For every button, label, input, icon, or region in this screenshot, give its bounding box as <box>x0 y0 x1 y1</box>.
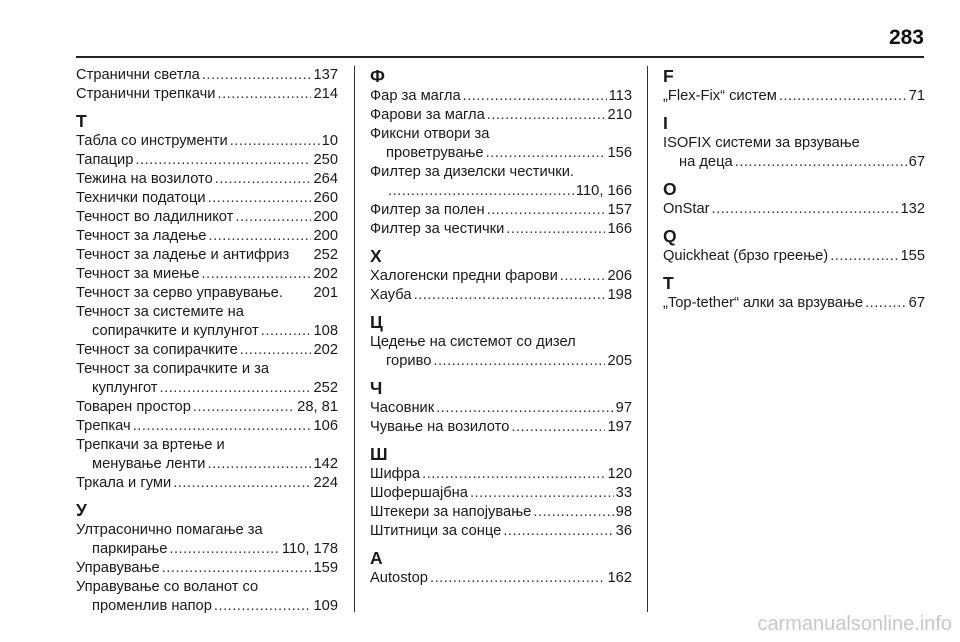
entry-page: 10 <box>321 133 338 149</box>
index-entry <box>76 559 338 578</box>
entry-page: 205 <box>607 353 632 369</box>
entry-page: 200 <box>313 228 338 244</box>
index-section <box>370 378 632 437</box>
index-entry <box>370 201 632 220</box>
entry-page: 28, 81 <box>297 399 338 415</box>
index-entry <box>370 465 632 484</box>
index-entry <box>76 170 338 189</box>
leader-dots <box>208 227 311 246</box>
entry-page: 132 <box>900 201 925 217</box>
index-entry <box>663 294 925 313</box>
leader-dots <box>388 182 574 201</box>
entry-text: „Flex-Fix“ систем <box>663 88 777 104</box>
index-section <box>663 273 925 313</box>
leader-dots <box>487 201 606 220</box>
leader-dots <box>235 208 311 227</box>
entry-page: 120 <box>607 466 632 482</box>
index-entry <box>370 484 632 503</box>
entry-page: 36 <box>615 523 632 539</box>
entry-text: Штекери за напојување <box>370 504 532 520</box>
section-letter: Q <box>663 226 677 246</box>
entry-text-continued: куплунгот <box>92 380 158 396</box>
index-column-3 <box>663 66 925 313</box>
leader-dots <box>214 597 312 616</box>
entry-page: 67 <box>908 295 925 311</box>
index-entry <box>76 322 338 341</box>
entry-page: 202 <box>313 342 338 358</box>
entry-text: Фиксни отвори за <box>370 126 490 142</box>
leader-dots <box>218 85 312 104</box>
leader-dots <box>240 341 312 360</box>
entry-text: Тежина на возилото <box>76 171 213 187</box>
entry-text: Течност за серво управување. <box>76 285 283 301</box>
entry-page: 156 <box>607 145 632 161</box>
entry-text: Технички податоци <box>76 190 206 206</box>
entry-page: 110, 166 <box>575 183 632 199</box>
index-section <box>76 500 338 616</box>
entry-text: Табла со инструменти <box>76 133 228 149</box>
entry-page: 67 <box>908 154 925 170</box>
leader-dots <box>135 151 311 170</box>
entry-text: Течност за системите на <box>76 304 244 320</box>
entry-page: 106 <box>313 418 338 434</box>
index-section <box>76 66 338 104</box>
entry-text: Фар за магла <box>370 88 461 104</box>
index-entry <box>370 267 632 286</box>
leader-dots <box>511 418 605 437</box>
index-entry <box>76 417 338 436</box>
leader-dots <box>162 559 312 578</box>
index-entry <box>370 522 632 541</box>
entry-text: Хауба <box>370 287 412 303</box>
leader-dots <box>201 265 311 284</box>
index-section <box>663 226 925 266</box>
index-entry <box>76 398 338 417</box>
section-letter: Ш <box>370 444 388 464</box>
index-entry <box>370 352 632 371</box>
entry-page: 109 <box>313 598 338 614</box>
leader-dots <box>173 474 311 493</box>
entry-page: 110, 178 <box>281 541 338 557</box>
entry-text: Филтер за дизелски честички. <box>370 164 575 180</box>
entry-text: Часовник <box>370 400 435 416</box>
entry-page: 250 <box>313 152 338 168</box>
index-section <box>663 179 925 219</box>
index-entry <box>76 455 338 474</box>
entry-text: ISOFIX системи за врзување <box>663 135 860 151</box>
column-divider <box>354 66 355 612</box>
index-section <box>370 246 632 305</box>
entry-page: 224 <box>313 475 338 491</box>
leader-dots <box>436 399 613 418</box>
entry-page: 159 <box>313 560 338 576</box>
index-entry <box>370 569 632 588</box>
entry-page: 200 <box>313 209 338 225</box>
watermark: carmanualsonline.info <box>757 613 952 635</box>
entry-page: 202 <box>313 266 338 282</box>
entry-page: 214 <box>313 86 338 102</box>
index-entry <box>370 144 632 163</box>
entry-text-continued: проветрување <box>386 145 484 161</box>
entry-page: 137 <box>313 67 338 83</box>
leader-dots <box>533 503 613 522</box>
index-entry <box>370 106 632 125</box>
section-letter: У <box>76 500 87 520</box>
index-entry <box>76 597 338 616</box>
entry-text: Цедење на системот со дизел <box>370 334 576 350</box>
index-column-2 <box>370 66 632 588</box>
index-entry <box>370 286 632 305</box>
entry-text: Ултрасонично помагање за <box>76 522 263 538</box>
index-entry <box>76 341 338 360</box>
leader-dots <box>202 66 312 85</box>
index-entry <box>76 151 338 170</box>
entry-text: Филтер за честички <box>370 221 505 237</box>
entry-text: Течност во ладилникот <box>76 209 234 225</box>
leader-dots <box>208 455 312 474</box>
entry-text: Трепкач <box>76 418 131 434</box>
entry-text-continued: променлив напор <box>92 598 212 614</box>
section-letter: I <box>663 113 668 133</box>
leader-dots <box>208 189 312 208</box>
leader-dots <box>422 465 605 484</box>
index-section <box>370 444 632 541</box>
leader-dots <box>230 132 320 151</box>
section-letter: T <box>663 273 674 293</box>
entry-page: 97 <box>615 400 632 416</box>
entry-page: 198 <box>607 287 632 303</box>
entry-text-continued: паркирање <box>92 541 168 557</box>
entry-page: 206 <box>607 268 632 284</box>
index-section <box>76 111 338 493</box>
entry-text: Штитници за сонце <box>370 523 502 539</box>
leader-dots <box>865 294 907 313</box>
entry-page: 33 <box>615 485 632 501</box>
entry-page: 201 <box>313 285 338 301</box>
leader-dots <box>486 144 606 163</box>
entry-text: Филтер за полен <box>370 202 485 218</box>
entry-text: Течност за ладење и антифриз <box>76 247 290 263</box>
index-entry <box>76 85 338 104</box>
section-letter: Ч <box>370 378 383 398</box>
entry-text: Течност за сопирачките <box>76 342 238 358</box>
entry-text: Странични трепкачи <box>76 86 216 102</box>
index-entry <box>663 87 925 106</box>
index-entry <box>76 189 338 208</box>
index-entry <box>76 540 338 559</box>
leader-dots <box>487 106 606 125</box>
entry-text: Autostop <box>370 570 428 586</box>
entry-text: Шифра <box>370 466 421 482</box>
entry-text: OnStar <box>663 201 710 217</box>
entry-page: 264 <box>313 171 338 187</box>
entry-text: Фарови за магла <box>370 107 485 123</box>
section-letter: Т <box>76 111 87 131</box>
leader-dots <box>470 484 614 503</box>
leader-dots <box>735 153 907 172</box>
entry-text: Тапацир <box>76 152 134 168</box>
section-letter: Х <box>370 246 382 266</box>
index-column-1 <box>76 66 338 616</box>
entry-page: 197 <box>607 419 632 435</box>
leader-dots <box>503 522 613 541</box>
index-entry <box>663 200 925 219</box>
leader-dots <box>779 87 907 106</box>
entry-text-continued: гориво <box>386 353 432 369</box>
leader-dots <box>133 417 312 436</box>
index-entry <box>370 418 632 437</box>
index-entry <box>663 153 925 172</box>
entry-text: Управување <box>76 560 160 576</box>
index-section <box>663 113 925 172</box>
leader-dots <box>830 247 898 266</box>
index-entry <box>370 87 632 106</box>
index-section <box>370 548 632 588</box>
entry-page: 71 <box>908 88 925 104</box>
entry-page: 162 <box>607 570 632 586</box>
leader-dots <box>560 267 606 286</box>
index-entry <box>76 227 338 246</box>
index-entry <box>663 247 925 266</box>
index-entry <box>76 132 338 151</box>
entry-text-continued: менување ленти <box>92 456 206 472</box>
entry-page: 142 <box>313 456 338 472</box>
entry-text: Управување со воланот со <box>76 579 259 595</box>
entry-text: Трепкачи за вртење и <box>76 437 225 453</box>
index-entry <box>370 399 632 418</box>
index-entry <box>76 284 338 303</box>
entry-text-continued: на деца <box>679 154 733 170</box>
index-entry <box>370 503 632 522</box>
leader-dots <box>193 398 295 417</box>
index-section <box>370 66 632 239</box>
leader-dots <box>463 87 607 106</box>
entry-text: Халогенски предни фарови <box>370 268 558 284</box>
leader-dots <box>430 569 606 588</box>
index-entry <box>370 182 632 201</box>
section-letter: Ц <box>370 312 383 332</box>
entry-page: 157 <box>607 202 632 218</box>
leader-dots <box>169 540 280 559</box>
section-letter: O <box>663 179 677 199</box>
entry-text: Странични светла <box>76 67 200 83</box>
entry-page: 113 <box>608 88 632 104</box>
index-section <box>370 312 632 371</box>
leader-dots <box>215 170 312 189</box>
entry-text: Quickheat (брзо греење) <box>663 248 829 264</box>
entry-page: 166 <box>607 221 632 237</box>
entry-page: 252 <box>313 247 338 263</box>
index-entry <box>76 379 338 398</box>
entry-text: Течност за сопирачките и за <box>76 361 270 377</box>
entry-page: 252 <box>313 380 338 396</box>
entry-page: 210 <box>607 107 632 123</box>
index-entry <box>76 66 338 85</box>
index-section <box>663 66 925 106</box>
index-entry <box>370 220 632 239</box>
leader-dots <box>160 379 312 398</box>
entry-text: Шофершајбна <box>370 485 468 501</box>
section-letter: Ф <box>370 66 385 86</box>
entry-text: Течност за ладење <box>76 228 207 244</box>
section-letter: A <box>370 548 383 568</box>
leader-dots <box>712 200 899 219</box>
index-entry <box>76 246 338 265</box>
entry-page: 98 <box>615 504 632 520</box>
entry-page: 155 <box>900 248 925 264</box>
leader-dots <box>414 286 606 305</box>
column-divider <box>647 66 648 612</box>
index-entry <box>76 474 338 493</box>
header-rule <box>76 56 924 58</box>
index-entry <box>76 208 338 227</box>
leader-dots <box>261 322 312 341</box>
entry-text: Течност за миење <box>76 266 200 282</box>
leader-dots <box>506 220 605 239</box>
index-entry <box>76 265 338 284</box>
entry-page: 260 <box>313 190 338 206</box>
entry-text: „Top-tether“ алки за врзување <box>663 295 864 311</box>
entry-text: Товарен простор <box>76 399 191 415</box>
entry-text-continued: сопирачките и куплунгот <box>92 323 259 339</box>
entry-page: 108 <box>313 323 338 339</box>
section-letter: F <box>663 66 674 86</box>
leader-dots <box>433 352 605 371</box>
entry-text: Чување на возилото <box>370 419 510 435</box>
entry-text: Тркала и гуми <box>76 475 172 491</box>
page-number: 283 <box>888 26 924 49</box>
